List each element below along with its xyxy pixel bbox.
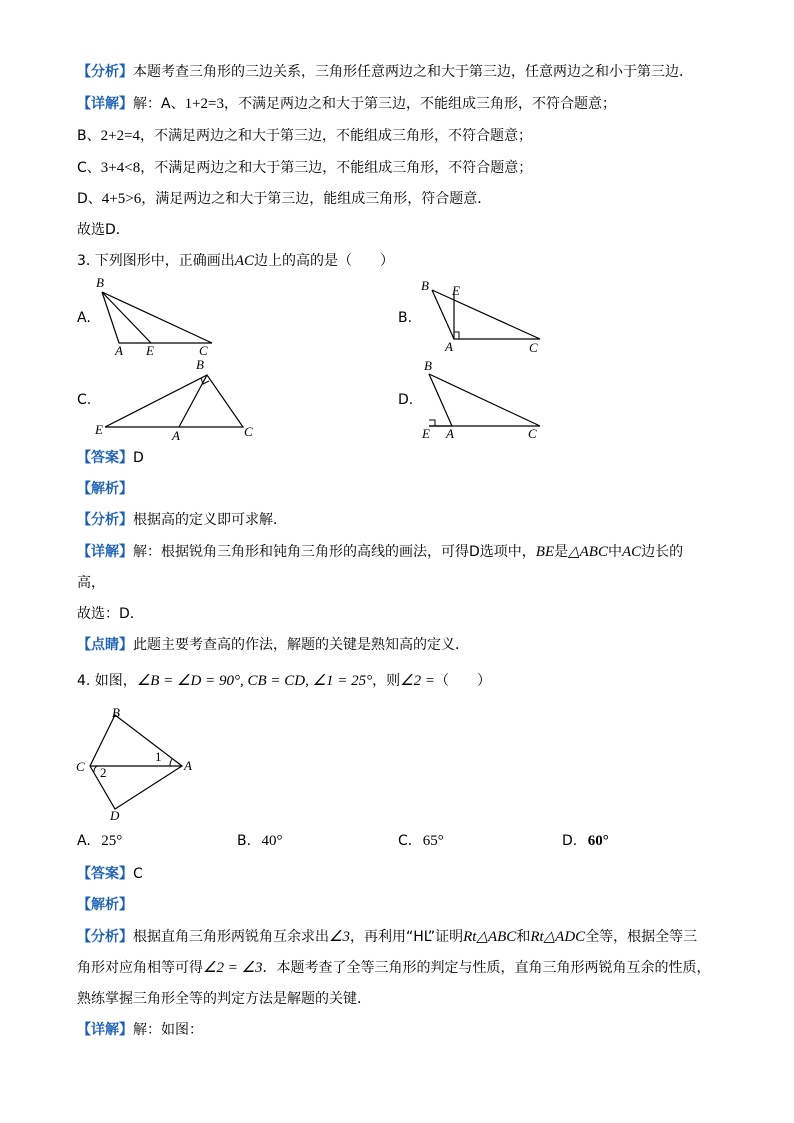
q3-stem-ac: AC [234, 253, 254, 269]
q3-answer: D [133, 450, 144, 466]
q2-d-line [77, 189, 491, 209]
fig-b-label-b: B [421, 278, 429, 293]
q4-option-a-value: 25° [101, 833, 123, 849]
q4-stem-mid: ，则 [372, 673, 401, 689]
fig-d-label-a: A [446, 426, 454, 441]
q4-label-2: 2 [100, 765, 107, 780]
q3-figure-d [416, 358, 546, 446]
q4-answer-line [77, 864, 143, 884]
q4-option-d-value: 60° [587, 833, 609, 849]
q3-figure-c [90, 356, 260, 444]
fig-a-label-a: A [115, 343, 123, 358]
q4-option-c-letter: C. [398, 833, 413, 849]
q4-fenxi-l2-a: 角形对应角相等可得 [77, 960, 203, 976]
q2-fenxi-line [77, 62, 693, 82]
q4-option-b [237, 833, 283, 850]
q3-fenxi-text: 根据高的定义即可求解． [133, 512, 287, 528]
q4-fenxi-l1-b: ，再利用“HL”证明 [349, 929, 464, 945]
q4-stem-post: （ ） [434, 673, 491, 689]
q4-option-d [562, 833, 609, 850]
fig-d-label-b: B [424, 358, 432, 373]
q4-fenxi-line-3: 熟练掌握三角形全等的判定方法是解题的关键． [77, 991, 371, 1007]
q3-post: 边长的 [641, 544, 684, 560]
q2-d-lead: D、 [77, 191, 102, 207]
q4-label-a: A [184, 758, 192, 773]
q2-b-expr: 2+2=4 [100, 128, 141, 144]
jiexi-tag: 【解析】 [77, 481, 133, 497]
q3-dianjing-line [77, 635, 469, 655]
q4-stem-angle: ∠2 = [400, 673, 435, 689]
q3-answer-line [77, 448, 144, 468]
q3-mid1: 是 [554, 544, 569, 560]
q2-choose: 故选D． [77, 222, 130, 238]
dianjing-tag: 【点睛】 [77, 637, 133, 653]
q2-a-expr: 1+2=3 [184, 96, 224, 112]
q4-fenxi-l1-angle: ∠3 [329, 929, 350, 945]
q2-d-expr: 4+5>6 [101, 191, 142, 207]
q4-figure [72, 702, 202, 824]
fig-c-label-e: E [95, 422, 103, 437]
q4-label-1: 1 [155, 749, 162, 764]
q4-option-c [398, 833, 444, 850]
q2-c-expr: 3+4<8 [100, 160, 141, 176]
q2-b-line [77, 126, 532, 146]
q2-xiangjie-lead: 解：A、 [133, 96, 185, 112]
q4-fenxi-l1-a: 根据直角三角形两锐角互余求出 [133, 929, 329, 945]
fig-d-label-e: E [422, 426, 430, 441]
fig-b-label-e: E [452, 283, 460, 298]
q3-option-d-label: D. [398, 392, 414, 408]
q4-option-b-letter: B. [237, 833, 252, 849]
q4-fenxi-line-2 [77, 958, 711, 978]
answer-tag: 【答案】 [77, 450, 133, 466]
xiangjie-tag: 【详解】 [77, 544, 133, 560]
q2-b-lead: B、 [77, 128, 101, 144]
q2-c-lead: C、 [77, 160, 101, 176]
fig-c-label-c: C [244, 424, 253, 439]
q4-fenxi-l1-c: 和 [516, 929, 531, 945]
q4-fenxi-l1-d: 全等，根据全等三 [585, 929, 698, 945]
fig-d-label-c: C [528, 426, 537, 441]
fig-a-label-e: E [146, 343, 154, 358]
q4-option-c-value: 65° [422, 833, 444, 849]
q4-jiexi-line [77, 895, 133, 915]
q3-ac: AC [621, 544, 642, 560]
xiangjie-tag: 【详解】 [77, 1022, 133, 1038]
q4-label-d: D [110, 808, 120, 823]
q3-option-c-label: C. [77, 392, 92, 408]
q3-fenxi-line [77, 510, 287, 530]
q4-label-b: B [112, 705, 120, 720]
fig-c-label-b: B [196, 357, 204, 372]
q3-mid2: 中 [607, 544, 622, 560]
fenxi-tag: 【分析】 [77, 512, 133, 528]
q3-stem-pre: 3. 下列图形中，正确画出 [77, 253, 235, 269]
fig-b-label-c: C [529, 340, 538, 355]
q3-xiangjie-cont: 高， [77, 575, 105, 591]
q4-fenxi-l1-rt2: Rt△ADC [530, 929, 586, 945]
q2-d-text: ，满足两边之和大于第三边，能组成三角形，符合题意． [141, 191, 492, 207]
q4-stem-pre: 4. 如图， [77, 673, 137, 689]
q2-c-line [77, 158, 532, 178]
q3-option-b-label: B. [398, 310, 413, 326]
q4-answer: C [133, 866, 143, 882]
q4-option-a-letter: A. [77, 833, 91, 849]
q3-tri: △ABC [568, 544, 608, 560]
q3-dianjing-text: 此题主要考查高的作法，解题的关键是熟知高的定义． [133, 637, 469, 653]
q3-stem-post: 边上的高的是（ ） [253, 253, 394, 269]
fig-a-label-b: B [96, 275, 104, 290]
q4-fenxi-line-1 [77, 927, 697, 947]
q4-xiangjie-text: 解：如图： [133, 1022, 203, 1038]
q3-be: BE [535, 544, 555, 560]
q4-stem-math: ∠B = ∠D = 90°, CB = CD, ∠1 = 25° [136, 673, 373, 689]
fig-b-label-a: A [445, 339, 453, 354]
q3-jiexi-line [77, 479, 133, 499]
answer-tag: 【答案】 [77, 866, 133, 882]
q3-option-a-label: A. [77, 310, 91, 326]
q3-xiangjie-line [77, 542, 683, 562]
jiexi-tag: 【解析】 [77, 897, 133, 913]
q4-option-d-letter: D. [562, 833, 578, 849]
xiangjie-tag: 【详解】 [77, 96, 133, 112]
fenxi-tag: 【分析】 [77, 929, 133, 945]
q4-fenxi-l2-b: ．本题考查了全等三角形的判定与性质，直角三角形两锐角互余的性质， [262, 960, 711, 976]
q2-c-text: ，不满足两边之和大于第三边，不能组成三角形，不符合题意； [140, 160, 533, 176]
q4-stem [77, 671, 491, 691]
q4-xiangjie-line [77, 1020, 203, 1040]
q3-figure-a [92, 274, 222, 358]
q4-label-c: C [76, 759, 85, 774]
q3-figure-b [416, 276, 546, 360]
q4-fenxi-l1-rt1: Rt△ABC [463, 929, 517, 945]
q3-stem [77, 251, 394, 271]
q2-xiangjie-line [77, 94, 616, 114]
q3-choose: 故选：D． [77, 606, 144, 622]
fig-c-label-a: A [172, 428, 180, 443]
fenxi-tag: 【分析】 [77, 64, 133, 80]
q3-xiangjie-pre: 解：根据锐角三角形和钝角三角形的高线的画法，可得D选项中， [133, 544, 536, 560]
q2-a-text: ，不满足两边之和大于第三边，不能组成三角形，不符合题意； [224, 96, 616, 112]
q4-option-a [77, 833, 122, 850]
q4-fenxi-l2-eq: ∠2 = ∠3 [203, 960, 263, 976]
q4-option-b-value: 40° [261, 833, 283, 849]
q2-fenxi-text: 本题考查三角形的三边关系，三角形任意两边之和大于第三边，任意两边之和小于第三边． [133, 64, 693, 80]
q2-b-text: ，不满足两边之和大于第三边，不能组成三角形，不符合题意； [140, 128, 533, 144]
fig-a-label-c: C [199, 343, 208, 358]
